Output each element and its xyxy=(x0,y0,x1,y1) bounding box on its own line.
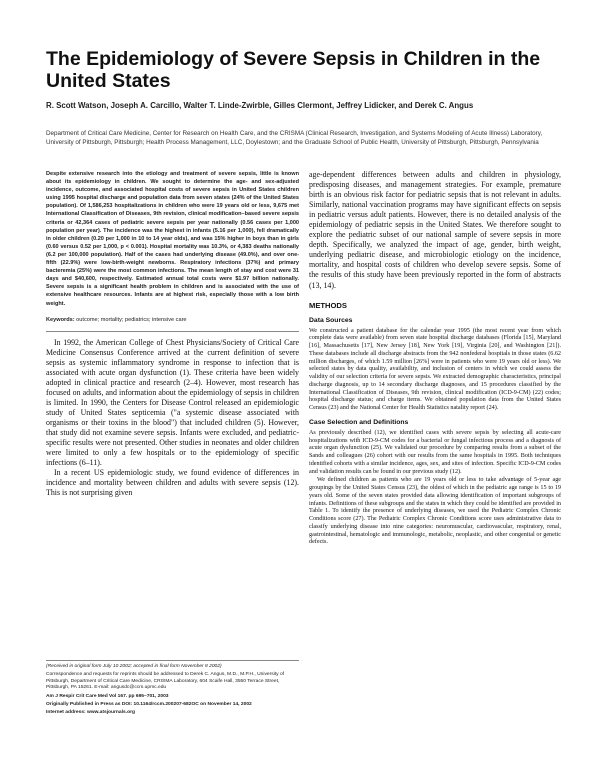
article-title: The Epidemiology of Severe Sepsis in Children in the United States xyxy=(46,48,541,92)
intro-paragraph-1: In 1992, the American College of Chest Physicians/Society of Critical Care Medicine Consensus Conference arrived at the current definition of severe sepsis as systemic inflammatory syndrome in response to infection that is associated with acute organ dysfunction (1). These criteria have been widely adopted in clinical practice and research (2–4). However, most research has focused on adults, and information about the epidemiology of sepsis in children is limited. In 1990, the Centers for Disease Control released an epidemiologic study of United States septicemia ("a systemic disease associated with organisms or their toxins in the blood") that included children (5). However, that study did not examine severe sepsis. Infants were excluded, and pediatric-specific results were not presented. Other studies in neonates and older children were limited to only a few hospitals or to the epidemiology of specific infections (6–11). xyxy=(46,337,299,468)
keywords xyxy=(46,316,299,324)
journal-citation: Am J Respir Crit Care Med Vol 167. pp 695–701, 2003 xyxy=(46,693,169,699)
methods-heading: METHODS xyxy=(309,300,347,310)
divider xyxy=(46,331,299,332)
correspondence-note: Correspondence and requests for reprints should be addressed to Derek C. Angus, M.D., M.P.H., University of Pittsburgh, Department of Critical Care Medicine, CRISMA Laboratory, 604 Scaife Hall, 3550 Terrace Street, Pittsburgh, PA 15261. E-mail: angusdc@ccm.upmc.edu xyxy=(46,672,285,691)
author-list: R. Scott Watson, Joseph A. Carcillo, Walter T. Linde-Zwirble, Gilles Clermont, Jeffrey Lidicker, and Derek C. Angus xyxy=(46,101,474,110)
footnote-divider xyxy=(46,660,299,661)
data-sources-text: We constructed a patient database for the calendar year 1995 (the most recent year from which complete data were available) from seven state hospital discharge databases (Florida [15], Maryland [16], Massachusetts [17], New Jersey [18], New York [19], Virginia [20], and Washington [21]). These databases include all discharge abstracts from the 942 nonfederal hospitals in those states (6.62 million discharges, of which 1.59 million [26%] were in patients who were 19 years old or less). We selected states by data quality, availability, and inclusion of centers in which we could assess the validity of our selection criteria for severe sepsis. We extracted demographic characteristics, principal discharge diagnosis, up to 14 secondary discharge diagnoses, and 15 procedures classified by the International Classification of Diseases, 9th revision, clinical modification (ICD-9-CM) (22) codes; hospital discharge status; and charge items. We obtained population data from the United States Census (23) and the National Center for Health Statistics natality report (24). xyxy=(309,327,561,412)
abstract: Despite extensive research into the etiology and treatment of severe sepsis, little is known about its epidemiology in children. We sought to determine the age- and sex-adjusted incidence, outcome, and associated hospital costs of severe sepsis in United States children using 1995 hospital discharge and population data from seven states (24% of the United States population). Of 1,586,253 hospitalizations in children who were 19 years old or less, 9,675 met International Classification of Diseases, 9th revision, clinical modification–based severe sepsis criteria or 42,364 cases of pediatric severe sepsis per year nationally (0.56 cases per 1,000 population per year). The incidence was the highest in infants (5.16 per 1,000), fell dramatically in older children (0.20 per 1,000 in 10 to 14 year olds), and was 15% higher in boys than in girls (0.60 versus 0.52 per 1,000, p < 0.001). Hospital mortality was 10.3%, or 4,383 deaths nationally (6.2 per 100,000 population). Half of the cases had underlying disease (49.0%), and over one-fifth (22.9%) were low-birth-weight newborns. Respiratory infections (37%) and primary bacteremia (25%) were the most common infections. The mean length of stay and cost were 31 days and $40,600, respectively. Estimated annual total costs were $1.97 billion nationally. Severe sepsis is a significant health problem in children and is associated with the use of extensive healthcare resources. Infants are at highest risk, especially those with a low birth weight. xyxy=(46,171,299,307)
left-column xyxy=(46,170,299,498)
case-selection-heading: Case Selection and Definitions xyxy=(309,418,409,426)
data-sources-heading: Data Sources xyxy=(309,316,353,324)
right-column xyxy=(309,170,561,547)
keywords-label: Keywords: xyxy=(46,316,75,323)
received-dates: (Received in original form July 10 2002; accepted in final form November 8 2002) xyxy=(46,664,222,669)
doi-note: Originally Published in Press as DOI: 10.1164/rccm.200207-682OC on November 14, 2002 xyxy=(46,702,252,708)
intro-continued: age-dependent differences between adults and children in physiology, predisposing diseases, and management strategies. For example, premature birth is an obvious risk factor for pediatric sepsis that is not relevant in adults. Similarly, national vaccination programs may have significant effects on sepsis in pediatric versus adult patients. However, there is no detailed analysis of the epidemiology of pediatric sepsis in the United States. We therefore sought to explore the pediatric subset of our national sample of severe sepsis in more depth. Specifically, we analyzed the impact of age, gender, birth weight, underlying pediatric disease, and microbiologic etiology on the incidence, mortality, and hospital costs of children who develop severe sepsis. Some of the results of this study have been previously reported in the form of abstracts (13, 14). xyxy=(309,170,561,290)
case-selection-paragraph-2: We defined children as patients who are 19 years old or less to take advantage of 5-year age groupings by the United States Census (23), the oldest of which in the pediatric age range is 15 to 19 years old. Some of the seven states provided data allowing identification of important subgroups of infants. Definitions of these subgroups and the states in which they could be identified are provided in Table 1. To identify the presence of underlying diseases, we used the Pediatric Complex Chronic Conditions score (27). The Pediatric Complex Chronic Conditions score uses administrative data to classify underlying disease into nine categories: neuromuscular, cardiovascular, respiratory, renal, gastrointestinal, hematologic and immunologic, metabolic, neoplastic, and other congenital or genetic defects. xyxy=(309,477,561,546)
internet-address: Internet address: www.atsjournals.org xyxy=(46,710,135,716)
case-selection-paragraph-1: As previously described (12), we identified cases with severe sepsis by selecting all acute-care hospitalizations with ICD-9-CM codes for a bacterial or fungal infectious process and a diagnosis of acute organ dysfunction (25). We validated our procedure by comparing results from a subset of the Sands and colleagues (26) cohort with our results from the same hospitals in 1995. Both techniques identified cohorts with a similar incidence, ages, sex, and sites of infection. Specific ICD-9-CM codes and validation results can be found in our previous study (12). xyxy=(309,429,561,475)
footnotes xyxy=(46,660,299,719)
intro-paragraph-2: In a recent US epidemiologic study, we found evidence of differences in incidence and mortality between children and adults with severe sepsis (12). This is not surprising given xyxy=(46,468,299,498)
affiliation: Department of Critical Care Medicine, Center for Research on Health Care, and the CRISMA (Clinical Research, Investigation, and Systems Modeling of Acute Illness) Laboratory, University of Pittsburgh, Pittsburgh; Health Process Management, LLC, Doylestown; and the Graduate School of Public Health, University of Pittsburgh, Pittsburgh, Pennsylvania xyxy=(46,130,543,146)
keywords-text: outcome; mortality; pediatrics; intensive care xyxy=(76,316,187,323)
